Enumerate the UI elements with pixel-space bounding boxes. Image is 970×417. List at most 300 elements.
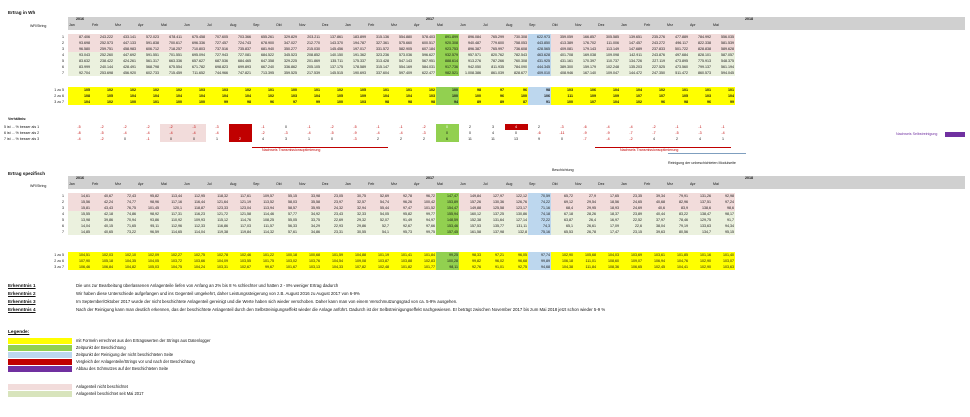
month-label: Feb: [368, 23, 375, 27]
data-cell: 65,1: [551, 223, 574, 229]
data-cell: 140.150: [321, 52, 344, 58]
data-cell: 54,74: [367, 199, 390, 205]
data-cell: 203.211: [298, 34, 321, 40]
data-cell: 913.276: [459, 58, 482, 64]
data-cell: 18,93: [597, 205, 620, 211]
data-cell: 496.117: [666, 40, 689, 46]
data-cell: 152,38: [459, 217, 482, 223]
data-cell: 74,77: [114, 199, 137, 205]
data-cell: 2: [423, 137, 425, 141]
data-cell: 72,43: [114, 193, 137, 199]
data-cell: 22,52: [620, 217, 643, 223]
year-2017-b: 2017: [426, 176, 434, 180]
data-cell: -2: [100, 137, 104, 141]
data-cell: 107,90: [68, 258, 91, 264]
data-cell: 98: [413, 99, 436, 105]
data-cell: 703.366: [229, 34, 252, 40]
table-row: [68, 229, 965, 235]
data-cell: 103: [275, 93, 298, 99]
data-cell: 95,15: [712, 229, 735, 235]
data-cell: 144.472: [620, 70, 643, 76]
data-cell: 920.308: [436, 40, 459, 46]
data-cell: 99,82: [459, 258, 482, 264]
data-cell: 102,09: [137, 252, 160, 258]
data-cell: 556.035: [712, 34, 735, 40]
data-cell: 675.554: [160, 64, 183, 70]
data-cell: 597.409: [390, 70, 413, 76]
data-cell: 727.457: [206, 40, 229, 46]
data-cell: 98: [390, 99, 413, 105]
data-cell: 102: [91, 99, 114, 105]
data-cell: 125,58: [482, 205, 505, 211]
data-cell: 134.726: [620, 58, 643, 64]
data-cell: 100: [160, 99, 183, 105]
data-cell: 34,29: [298, 223, 321, 229]
data-cell: 114,46: [252, 211, 275, 217]
data-cell: 98: [459, 87, 482, 93]
data-cell: -8: [77, 131, 81, 135]
data-cell: 92,67: [390, 223, 413, 229]
data-cell: 98: [367, 99, 390, 105]
data-cell: -2: [330, 125, 334, 129]
data-cell: 103: [551, 87, 574, 93]
data-cell: 98,6: [712, 205, 735, 211]
data-cell: 106: [574, 87, 597, 93]
data-cell: 55,15: [275, 193, 298, 199]
data-cell: 100: [183, 99, 206, 105]
data-cell: 18,56: [597, 199, 620, 205]
data-cell: 103,02: [275, 258, 298, 264]
data-cell: 122,12: [505, 193, 528, 199]
month-label: Nov: [575, 23, 582, 27]
legend-text: mit Formeln errechnet aus den Ertragswerten der Strings aus Datenlogger: [76, 338, 211, 343]
month-label: Dez: [598, 182, 605, 186]
transmission-note-1: Nachweis Transmissionsoptimierung: [262, 148, 321, 152]
data-cell: 409.081: [551, 46, 574, 52]
data-cell: -1: [721, 125, 725, 129]
data-cell: 35,58: [298, 199, 321, 205]
data-cell: 99,77: [413, 211, 436, 217]
month-label: Sep: [529, 182, 536, 186]
data-cell: 155,94: [436, 211, 459, 217]
data-cell: -4: [629, 125, 633, 129]
data-cell: 678.411: [160, 34, 183, 40]
data-cell: 1.008.386: [459, 70, 482, 76]
data-cell: 26,61: [574, 223, 597, 229]
data-cell: 13: [514, 137, 518, 141]
data-cell: 428.565: [528, 46, 551, 52]
data-cell: 117,61: [229, 193, 252, 199]
data-cell: 896.387: [459, 46, 482, 52]
data-cell: 92,78: [390, 193, 413, 199]
month-label: Jun: [460, 23, 466, 27]
month-label: Sep: [253, 182, 260, 186]
data-cell: 108,60: [597, 258, 620, 264]
data-cell: 0: [285, 125, 287, 129]
data-cell: 29,95: [574, 205, 597, 211]
data-cell: 91,01: [482, 264, 505, 270]
month-label: Mrz: [667, 182, 673, 186]
data-cell: 99: [206, 99, 229, 105]
data-cell: 501.722: [666, 46, 689, 52]
data-cell: 42,18: [91, 211, 114, 217]
data-cell: 101,22: [252, 252, 275, 258]
data-cell: 215.030: [298, 46, 321, 52]
data-cell: 102: [229, 87, 252, 93]
month-label: Jan: [621, 23, 627, 27]
data-cell: 106,94: [643, 258, 666, 264]
data-cell: 104: [183, 93, 206, 99]
data-cell: 606.712: [137, 46, 160, 52]
data-cell: -5: [675, 131, 679, 135]
data-cell: 108,36: [597, 264, 620, 270]
row-cells: [68, 264, 965, 270]
data-cell: 102: [321, 87, 344, 93]
data-cell: 784.090: [505, 64, 528, 70]
data-cell: 575.660: [390, 40, 413, 46]
month-label: Dez: [322, 23, 329, 27]
data-cell: 667.240: [252, 64, 275, 70]
data-cell: 252.573: [91, 40, 114, 46]
data-cell: 103,76: [298, 258, 321, 264]
data-cell: 359.059: [551, 34, 574, 40]
data-cell: 104,54: [321, 258, 344, 264]
data-cell: 121,64: [206, 199, 229, 205]
month-label: Mai: [713, 182, 719, 186]
data-cell: 145.515: [321, 70, 344, 76]
data-cell: 135,77: [482, 223, 505, 229]
data-cell: 589.628: [712, 46, 735, 52]
data-cell: 102,48: [367, 264, 390, 270]
month-label: Feb: [92, 182, 99, 186]
row-label: 5 ist ... % besser als 1: [4, 125, 40, 129]
data-cell: 40,65: [91, 229, 114, 235]
data-cell: 710.803: [183, 46, 206, 52]
data-cell: 170.397: [574, 58, 597, 64]
data-cell: 2: [469, 125, 471, 129]
data-cell: 957.571: [459, 52, 482, 58]
data-cell: 116,23: [183, 211, 206, 217]
data-cell: 104: [160, 93, 183, 99]
data-cell: 104: [298, 93, 321, 99]
data-cell: 104: [229, 93, 252, 99]
data-cell: 102,27: [160, 252, 183, 258]
data-cell: 132,8: [505, 229, 528, 235]
data-cell: 444.345: [528, 64, 551, 70]
data-cell: 32,57: [344, 199, 367, 205]
data-cell: 102,10: [114, 252, 137, 258]
data-cell: 97,47: [390, 205, 413, 211]
data-cell: 14,61: [68, 193, 91, 199]
row-label: 1 zu 5: [54, 253, 64, 257]
data-cell: 159.179: [574, 64, 597, 70]
data-cell: 112,33: [183, 223, 206, 229]
data-cell: -1: [399, 125, 403, 129]
data-cell: 74,18: [528, 211, 551, 217]
data-cell: 119,84: [229, 229, 252, 235]
year-2018-b: 2018: [745, 176, 753, 180]
finding-label: Erkenntnis 2: [8, 291, 36, 296]
data-cell: 775.913: [689, 58, 712, 64]
data-cell: 97,74: [528, 252, 551, 258]
data-cell: 238.422: [91, 58, 114, 64]
data-cell: 33,98: [298, 193, 321, 199]
data-cell: 117,16: [160, 199, 183, 205]
data-cell: 11: [468, 137, 472, 141]
data-cell: 715.459: [160, 70, 183, 76]
month-label: Mrz: [391, 23, 397, 27]
data-cell: 52,69: [367, 193, 390, 199]
data-cell: 24,69: [620, 205, 643, 211]
data-cell: 32,33: [344, 211, 367, 217]
data-cell: 166.857: [574, 34, 597, 40]
data-cell: 131,11: [505, 223, 528, 229]
month-label: Sep: [529, 23, 536, 27]
data-cell: 447.692: [114, 52, 137, 58]
data-cell: 127,97: [482, 193, 505, 199]
data-cell: 104: [137, 93, 160, 99]
data-cell: 699.893: [229, 64, 252, 70]
month-label: Jul: [483, 182, 488, 186]
data-cell: 917.736: [436, 64, 459, 70]
data-cell: 161,58: [459, 229, 482, 235]
wr-label: WR/String: [30, 24, 47, 28]
data-cell: 83.632: [68, 58, 91, 64]
data-cell: 511.472: [666, 70, 689, 76]
data-cell: 55,05: [275, 217, 298, 223]
data-cell: 2: [538, 125, 540, 129]
data-cell: 65,53: [551, 229, 574, 235]
data-cell: 54,1: [367, 229, 390, 235]
data-cell: 63,87: [551, 217, 574, 223]
data-cell: 83,9: [666, 205, 689, 211]
data-cell: -4: [146, 131, 150, 135]
data-cell: 104: [206, 93, 229, 99]
data-cell: 117,03: [229, 223, 252, 229]
data-cell: 567.951: [413, 58, 436, 64]
row-label: 3 zu 7: [54, 265, 64, 269]
data-cell: 323.236: [367, 52, 390, 58]
data-cell: -7: [583, 137, 587, 141]
finding-text: Wir haben diese Unterschiede aufgefangen und ins Gegenteil umgekehrt, daher Leistungssteigerung von z.B. August 2016 zu August 2017 von 6-9%: [76, 291, 360, 296]
legend-swatch: [8, 359, 72, 365]
data-cell: 89: [482, 99, 505, 105]
data-cell: 95,11: [137, 223, 160, 229]
data-cell: 112,95: [183, 193, 206, 199]
data-cell: 102,90: [689, 258, 712, 264]
data-cell: -4: [606, 137, 610, 141]
data-cell: 194.787: [344, 40, 367, 46]
data-cell: -4: [183, 130, 206, 136]
data-cell: 315.136: [367, 34, 390, 40]
data-cell: 252.260: [91, 52, 114, 58]
data-cell: 58,57: [275, 205, 298, 211]
month-label: Okt: [552, 182, 558, 186]
data-cell: 111,57: [252, 223, 275, 229]
data-cell: 477.889: [666, 34, 689, 40]
data-cell: -6: [583, 125, 587, 129]
data-cell: 0: [515, 131, 517, 135]
data-cell: 191.362: [344, 52, 367, 58]
data-cell: 101,40: [712, 252, 735, 258]
data-cell: 765.997: [482, 46, 505, 52]
data-cell: 779.600: [482, 40, 505, 46]
data-cell: 96: [252, 99, 275, 105]
data-cell: 408.946: [551, 70, 574, 76]
data-cell: 4: [262, 137, 264, 141]
data-cell: 0: [436, 124, 459, 130]
data-cell: 96,02: [482, 258, 505, 264]
data-cell: 26,78: [574, 229, 597, 235]
data-cell: 337.604: [367, 70, 390, 76]
data-cell: 102,03: [91, 252, 114, 258]
data-cell: 101,45: [137, 205, 160, 211]
data-cell: 591.838: [137, 40, 160, 46]
data-cell: 147.689: [620, 46, 643, 52]
data-cell: 74,3: [528, 223, 551, 229]
data-cell: 65,72: [551, 193, 574, 199]
data-cell: 696.336: [183, 40, 206, 46]
data-cell: 29,86: [344, 223, 367, 229]
row-label: 7: [62, 230, 64, 234]
data-cell: 594.045: [712, 70, 735, 76]
data-cell: 157,26: [459, 199, 482, 205]
data-cell: 147.457: [620, 40, 643, 46]
data-cell: 0: [183, 136, 206, 142]
data-cell: 74,22: [528, 199, 551, 205]
data-cell: 109: [597, 93, 620, 99]
data-cell: 104,75: [160, 264, 183, 270]
header-bar-spec: [68, 176, 965, 189]
data-cell: 100: [459, 93, 482, 99]
data-cell: 113,94: [252, 205, 275, 211]
row-label: 6 ist ... % besser als 2: [4, 131, 40, 135]
data-cell: 820.762: [482, 52, 505, 58]
data-cell: 148,59: [436, 217, 459, 223]
year-2016: 2016: [76, 17, 84, 21]
data-cell: 52,7: [367, 223, 390, 229]
data-cell: 111,01: [574, 258, 597, 264]
data-cell: -4: [160, 130, 183, 136]
data-cell: 113.149: [597, 46, 620, 52]
month-label: Feb: [92, 23, 99, 27]
data-cell: 329.829: [275, 34, 298, 40]
data-cell: 96: [505, 87, 528, 93]
data-cell: 68,4: [551, 205, 574, 211]
data-cell: 71,65: [114, 223, 137, 229]
data-cell: 497.684: [666, 52, 689, 58]
data-cell: 102,90: [551, 252, 574, 258]
wr-label-2: WR/String: [30, 184, 47, 188]
data-cell: 891.899: [436, 34, 459, 40]
data-cell: 111.006: [597, 40, 620, 46]
data-cell: 13,98: [68, 217, 91, 223]
data-cell: 104: [712, 93, 735, 99]
data-cell: 126,76: [505, 199, 528, 205]
data-cell: 101: [137, 99, 160, 105]
data-cell: 105: [91, 93, 114, 99]
data-cell: 108: [68, 93, 91, 99]
data-cell: 663.336: [160, 58, 183, 64]
data-cell: 104,82: [114, 264, 137, 270]
month-label: Feb: [644, 23, 651, 27]
data-cell: 24,65: [620, 199, 643, 205]
data-cell: 647.358: [252, 58, 275, 64]
data-cell: 240.144: [91, 64, 114, 70]
finding-text: Im September/Oktober 2017 wurde der nicht beschichtete Anlagenteil gereinigt und die Werte haben sich wieder verschoben. Daher kann man von einem Verschmutzungsgrad von ca. 5-9% ausgehen.: [76, 299, 458, 304]
data-cell: -5: [100, 131, 104, 135]
data-cell: 101,85: [666, 252, 689, 258]
data-cell: 932.579: [436, 52, 459, 58]
data-cell: 15,56: [68, 199, 91, 205]
data-cell: 42,24: [91, 199, 114, 205]
month-label: Aug: [230, 182, 237, 186]
data-cell: 92,76: [459, 264, 482, 270]
row-label: 4: [62, 212, 64, 216]
data-cell: 95,73: [390, 229, 413, 235]
data-cell: 83.999: [68, 64, 91, 70]
data-cell: 736.608: [505, 46, 528, 52]
data-cell: 765.299: [482, 34, 505, 40]
data-cell: 104: [367, 93, 390, 99]
legend-swatch: [8, 338, 72, 344]
data-cell: 30,55: [344, 229, 367, 235]
data-cell: 247.350: [643, 70, 666, 76]
data-cell: -1: [146, 137, 150, 141]
data-cell: 154,47: [436, 205, 459, 211]
legend-text: Abbau des Schmutzes auf der Beschichteten Seite: [76, 366, 169, 371]
data-cell: 0: [469, 131, 471, 135]
data-cell: 96,05: [505, 252, 528, 258]
data-cell: 56,33: [275, 223, 298, 229]
data-cell: 107,82: [344, 264, 367, 270]
data-cell: -4: [721, 131, 725, 135]
table-row: [68, 99, 965, 105]
data-cell: -1: [675, 125, 679, 129]
data-cell: 573.036: [390, 52, 413, 58]
data-cell: 104,35: [114, 258, 137, 264]
data-cell: -4: [307, 131, 311, 135]
legend-text: Zeitpunkt der Reinigung der nicht beschichteten Seite: [76, 352, 174, 357]
data-cell: 23,97: [321, 199, 344, 205]
data-cell: 104,09: [206, 258, 229, 264]
data-cell: 253.698: [91, 70, 114, 76]
row-label: 7 ist ... % besser als 3: [4, 137, 40, 141]
month-label: Mrz: [391, 182, 397, 186]
ratio-title: Verhältnis:: [8, 117, 27, 121]
data-cell: 443.850: [528, 40, 551, 46]
data-cell: 103,07: [712, 258, 735, 264]
data-cell: 109.098: [597, 52, 620, 58]
data-cell: -9: [353, 131, 357, 135]
finding-text: Die uns zur Bearbeitung überlassenen Anlagenteile liefen von Anfang an 2% bis 8 % schlechter und hatten 2 - 8% weniger Ertrag dadurch: [76, 283, 339, 288]
data-cell: -2: [422, 125, 426, 129]
data-cell: 0: [124, 137, 126, 141]
year-2016-b: 2016: [76, 176, 84, 180]
month-label: Mai: [161, 23, 167, 27]
data-cell: 129,75: [689, 217, 712, 223]
data-cell: 127,14: [505, 217, 528, 223]
data-cell: 34,92: [298, 211, 321, 217]
data-cell: 24,32: [321, 205, 344, 211]
data-cell: 109,93: [183, 217, 206, 223]
data-cell: 227.525: [643, 64, 666, 70]
data-cell: 29,32: [344, 217, 367, 223]
data-cell: 684.465: [229, 58, 252, 64]
data-cell: 622.973: [528, 34, 551, 40]
data-cell: 23,05: [321, 193, 344, 199]
data-cell: -3: [560, 125, 564, 129]
